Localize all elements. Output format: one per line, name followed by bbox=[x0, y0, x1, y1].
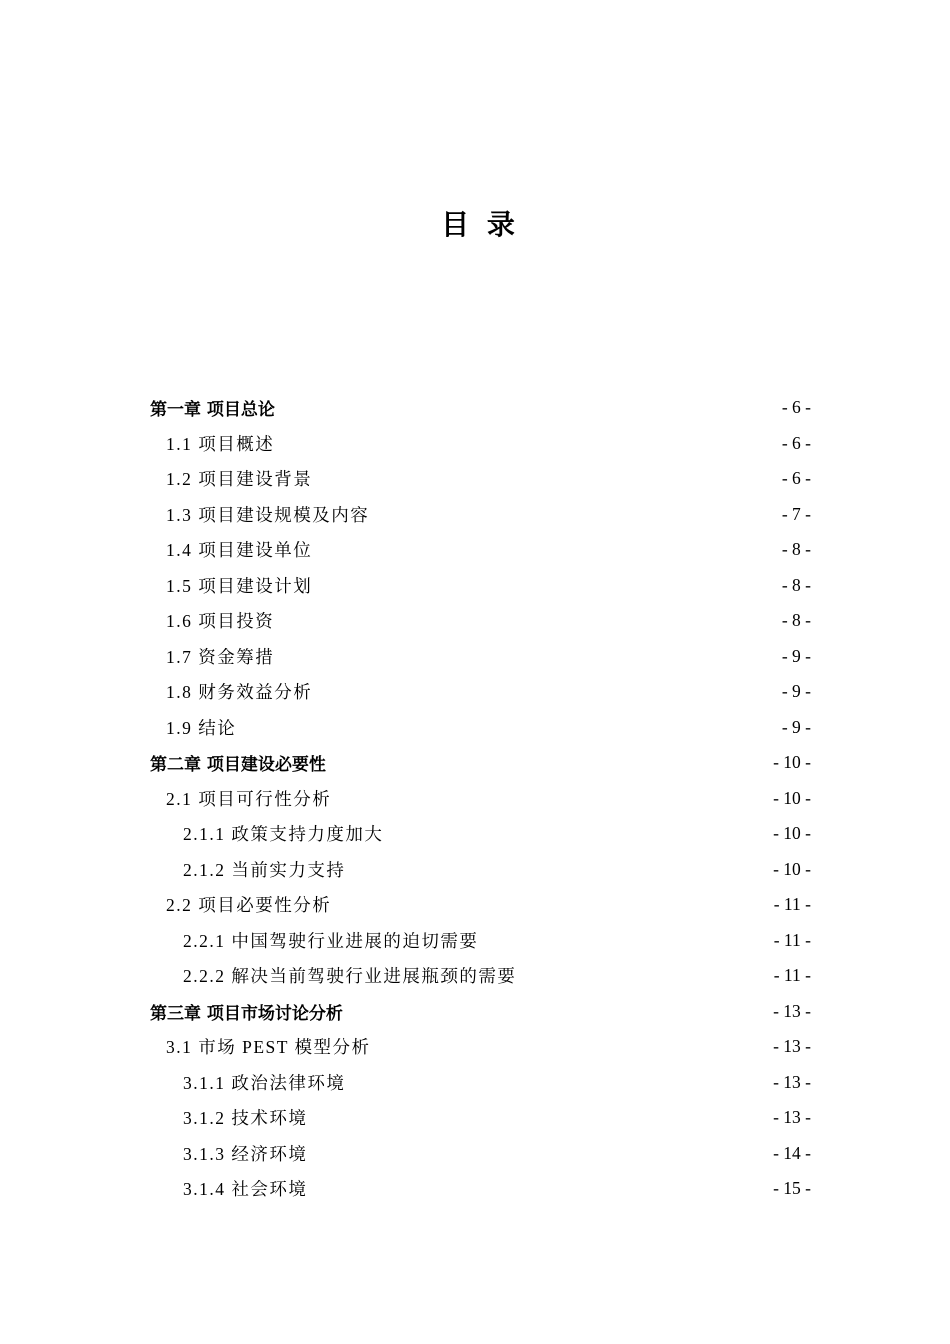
toc-subsection-entry[interactable] bbox=[150, 958, 811, 994]
toc-entry-title: 1.6 项目投资 bbox=[166, 611, 275, 632]
toc-page-number: - 10 - bbox=[773, 752, 811, 773]
toc-entry-title: 2.1.1 政策支持力度加大 bbox=[183, 824, 384, 845]
toc-entry-title: 2.1.2 当前实力支持 bbox=[183, 859, 346, 880]
toc-subsection-entry[interactable] bbox=[150, 1065, 811, 1101]
toc-section-entry[interactable] bbox=[150, 1029, 811, 1065]
toc-section-entry[interactable] bbox=[150, 887, 811, 923]
toc-entry-title: 1.3 项目建设规模及内容 bbox=[166, 504, 370, 525]
toc-page-number: - 9 - bbox=[781, 645, 811, 666]
toc-entry-title: 1.5 项目建设计划 bbox=[166, 575, 313, 596]
toc-entry-title: 2.1 项目可行性分析 bbox=[166, 788, 332, 809]
toc-entry-title: 2.2 项目必要性分析 bbox=[166, 895, 332, 916]
toc-page-number: - 15 - bbox=[773, 1178, 811, 1199]
toc-entry-title: 3.1.1 政治法律环境 bbox=[183, 1072, 346, 1093]
toc-entry-title: 1.2 项目建设背景 bbox=[166, 469, 313, 490]
toc-subsection-entry[interactable] bbox=[150, 1100, 811, 1136]
toc-entry-title: 1.8 财务效益分析 bbox=[166, 682, 313, 703]
toc-entry-title: 1.7 资金筹措 bbox=[166, 646, 275, 667]
toc-page-number: - 9 - bbox=[781, 681, 811, 702]
toc-entry-title: 1.1 项目概述 bbox=[166, 433, 275, 454]
toc-chapter-entry[interactable] bbox=[150, 390, 811, 426]
toc-section-entry[interactable] bbox=[150, 781, 811, 817]
toc-page-number: - 10 - bbox=[773, 787, 811, 808]
toc-page-number: - 13 - bbox=[773, 1000, 811, 1021]
toc-section-entry[interactable] bbox=[150, 426, 811, 462]
toc-entry-title: 1.4 项目建设单位 bbox=[166, 540, 313, 561]
toc-subsection-entry[interactable] bbox=[150, 1171, 811, 1207]
toc-section-entry[interactable] bbox=[150, 674, 811, 710]
toc-page-number: - 6 - bbox=[781, 468, 811, 489]
table-of-contents bbox=[150, 390, 811, 1207]
page-title: 目 录 bbox=[441, 208, 519, 241]
toc-entry-title: 3.1 市场 PEST 模型分析 bbox=[166, 1037, 371, 1058]
toc-section-entry[interactable] bbox=[150, 461, 811, 497]
toc-subsection-entry[interactable] bbox=[150, 923, 811, 959]
toc-page-number: - 11 - bbox=[773, 929, 811, 950]
toc-entry-title: 3.1.2 技术环境 bbox=[183, 1108, 308, 1129]
toc-chapter-entry[interactable] bbox=[150, 745, 811, 781]
toc-page-number: - 14 - bbox=[773, 1142, 811, 1163]
toc-subsection-entry[interactable] bbox=[150, 1136, 811, 1172]
toc-entry-title: 第一章 项目总论 bbox=[150, 400, 275, 421]
toc-page-number: - 13 - bbox=[773, 1107, 811, 1128]
toc-section-entry[interactable] bbox=[150, 710, 811, 746]
toc-section-entry[interactable] bbox=[150, 639, 811, 675]
toc-page-number: - 10 - bbox=[773, 823, 811, 844]
toc-section-entry[interactable] bbox=[150, 568, 811, 604]
toc-page-number: - 13 - bbox=[773, 1071, 811, 1092]
toc-page-number: - 10 - bbox=[773, 858, 811, 879]
toc-page-number: - 6 - bbox=[781, 432, 811, 453]
toc-entry-title: 第三章 项目市场讨论分析 bbox=[150, 1003, 343, 1024]
toc-section-entry[interactable] bbox=[150, 603, 811, 639]
toc-page-number: - 11 - bbox=[773, 894, 811, 915]
toc-entry-title: 3.1.4 社会环境 bbox=[183, 1179, 308, 1200]
toc-entry-title: 1.9 结论 bbox=[166, 717, 237, 738]
toc-page-number: - 8 - bbox=[781, 539, 811, 560]
toc-page-number: - 11 - bbox=[773, 965, 811, 986]
toc-entry-title: 2.2.2 解决当前驾驶行业进展瓶颈的需要 bbox=[183, 966, 517, 987]
toc-section-entry[interactable] bbox=[150, 497, 811, 533]
toc-entry-title: 第二章 项目建设必要性 bbox=[150, 755, 326, 776]
toc-chapter-entry[interactable] bbox=[150, 994, 811, 1030]
toc-page-number: - 9 - bbox=[781, 716, 811, 737]
toc-entry-title: 3.1.3 经济环境 bbox=[183, 1143, 308, 1164]
toc-subsection-entry[interactable] bbox=[150, 816, 811, 852]
toc-page-number: - 6 - bbox=[781, 397, 811, 418]
toc-page-number: - 8 - bbox=[781, 574, 811, 595]
toc-entry-title: 2.2.1 中国驾驶行业进展的迫切需要 bbox=[183, 930, 479, 951]
toc-page-number: - 7 - bbox=[781, 503, 811, 524]
toc-page-number: - 8 - bbox=[781, 610, 811, 631]
toc-section-entry[interactable] bbox=[150, 532, 811, 568]
toc-page-number: - 13 - bbox=[773, 1036, 811, 1057]
toc-subsection-entry[interactable] bbox=[150, 852, 811, 888]
